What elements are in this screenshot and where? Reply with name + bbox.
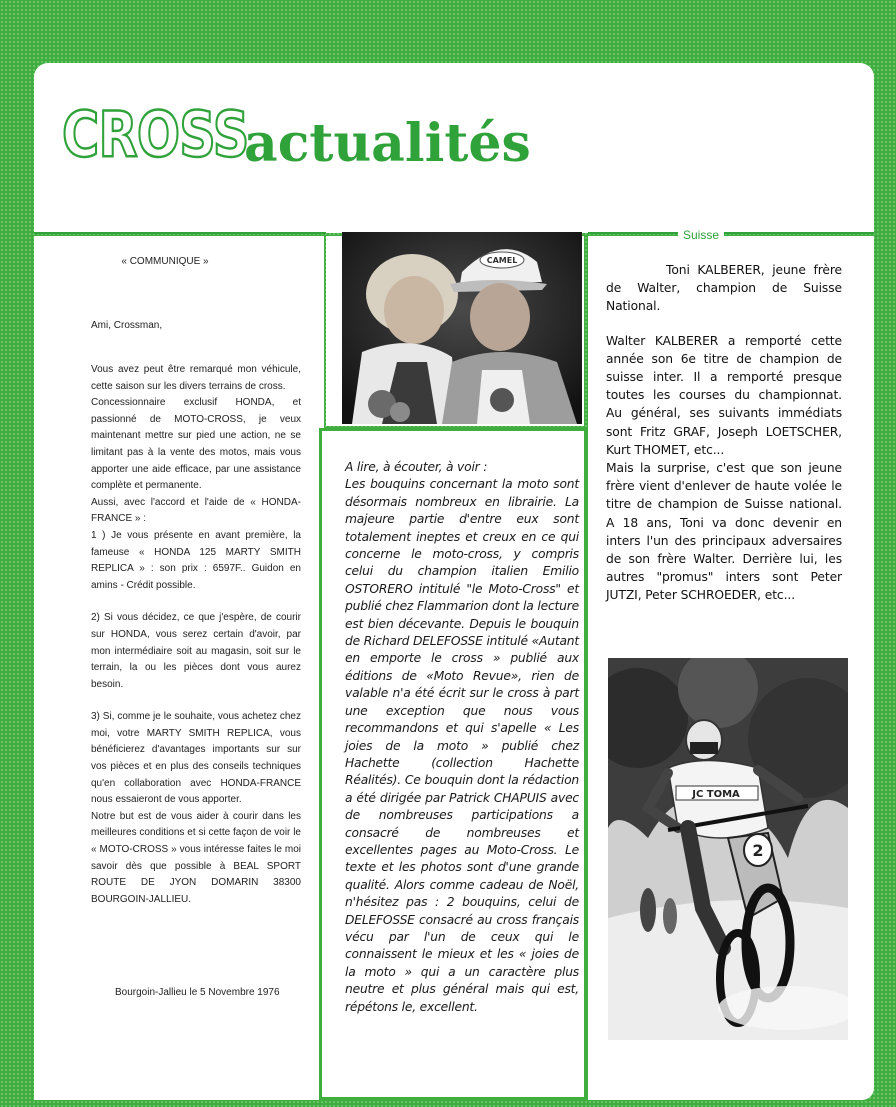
- page-title: actualités: [244, 113, 531, 174]
- motocross-photo: [608, 658, 848, 1040]
- communique-body: [91, 362, 301, 908]
- cap-logo-text: CAMEL: [486, 256, 518, 265]
- header-rule-right: [588, 232, 874, 234]
- photo-caption: Toni KALBERER, jeune frère de Walter, champion de Suisse National.: [606, 263, 842, 314]
- paragraph: 3) Si, comme je le souhaite, vous achetez chez moi, votre MARTY SMITH REPLICA, vous bénéficierez d'avantages importants sur sur vos pièces et en plus des conseils techniques qu'en collaboration avec HONDA-FRANCE nous essaieront de vous apporter.: [91, 711, 301, 806]
- paragraph: Walter KALBERER a remporté cette année son 6e titre de champion de suisse inter. Il a remporté presque toutes les courses du championnat. Au général, ses suivants immédiats sont Fritz GRAF, Joseph LOETSCHER, Kurt THOMET, etc...: [606, 333, 842, 457]
- greeting: Ami, Crossman,: [91, 320, 163, 331]
- paragraph: 1 ) Je vous présente en avant première, la fameuse « HONDA 125 MARTY SMITH REPLICA » : son prix : 6597F.. Guidon en amins - Crédit possible.: [91, 529, 301, 591]
- jersey-text: JC TOMA: [692, 789, 740, 800]
- paragraph: Notre but est de vous aider à courir dans les meilleures conditions et si cette façon de voir le « MOTO-CROSS » vous intéresse faites le moi savoir dès que possible à BEAL SPORT ROUTE DE JYON DOMARIN 38300 BOURGOIN-JALLIEU.: [91, 810, 301, 905]
- signature: Bourgoin-Jallieu le 5 Novembre 1976: [115, 987, 280, 998]
- suisse-article: [606, 261, 842, 605]
- header-rule-left: [34, 232, 326, 234]
- paragraph: Mais la surprise, c'est que son jeune frère vient d'enlever de haute volée le titre de champion de Suisse national. A 18 ans, Toni va donc devenir en inters l'un des principaux adversaires de son frère Walter. Derrière lui, les autres "promus" inters sont Peter JUTZI, Peter SCHROEDER, etc...: [606, 461, 842, 603]
- paragraph: Concessionnaire exclusif HONDA, et passionné de MOTO-CROSS, je veux maintenant mettre sur pied une action, ne se limitant pas à la vente des motos, mais vous apporter une aide efficace, par une assistance complète et permanente.: [91, 397, 301, 492]
- reading-body: Les bouquins concernant la moto sont désormais nombreux en librairie. La majeure partie d'entre eux sont totalement ineptes et creux en ce qui concerne le moto-cross, y compris celui du champion italien Emilio OSTORERO intitulé "le Moto-Cross" et publié chez Flammarion dont la lecture est bien décevante. Depuis le bouquin de Richard DELEFOSSE intitulé «Autant en emporte le cross » publié aux éditions de «Moto Revue», rien de valable n'a été écrit sur le cross à part une exception que nous vous recommandons et qui s'apelle « Les joies de la moto » publié chez Hachette (collection Hachette Réalités). Ce bouquin dont la rédaction a été dirigée par Patrick CHAPUIS avec de nombreuses participations a consacré de nombreuses et excellentes pages au Moto-Cross. Le texte et les photos sont d'une grande qualité. Alors comme cadeau de Noël, n'hésitez pas : 2 bouquins, celui de DELEFOSSE consacré au cross français vécu par l'un de ceux qui le connaissent le mieux et les « joies de la moto » qui a un caractère plus neutre et plus général mais qui est, répétons le, excellent.: [345, 477, 579, 1014]
- motocross-photo-image: [608, 658, 848, 1040]
- reading-article: [345, 459, 579, 1016]
- reading-heading: A lire, à écouter, à voir :: [345, 460, 488, 474]
- portrait-photo-image: [342, 232, 582, 424]
- cross-logo: CROSS: [62, 98, 249, 171]
- paragraph: Vous avez peut être remarqué mon véhicule, cette saison sur les divers terrains de cross.: [91, 364, 301, 392]
- section-label-suisse: Suisse: [678, 228, 724, 242]
- bike-plate-number: 2: [752, 841, 764, 860]
- paragraph: 2) Si vous décidez, ce que j'espère, de courir sur HONDA, vous serez certain d'avoir, par mon intermédiaire soit au magasin, soit sur le terrain, la ou les pièces dont vous aurez besoin.: [91, 612, 301, 690]
- paragraph: Aussi, avec l'accord et l'aide de « HONDA-FRANCE » :: [91, 496, 301, 525]
- portrait-photo: [342, 232, 582, 424]
- communique-heading: « COMMUNIQUE »: [121, 256, 209, 267]
